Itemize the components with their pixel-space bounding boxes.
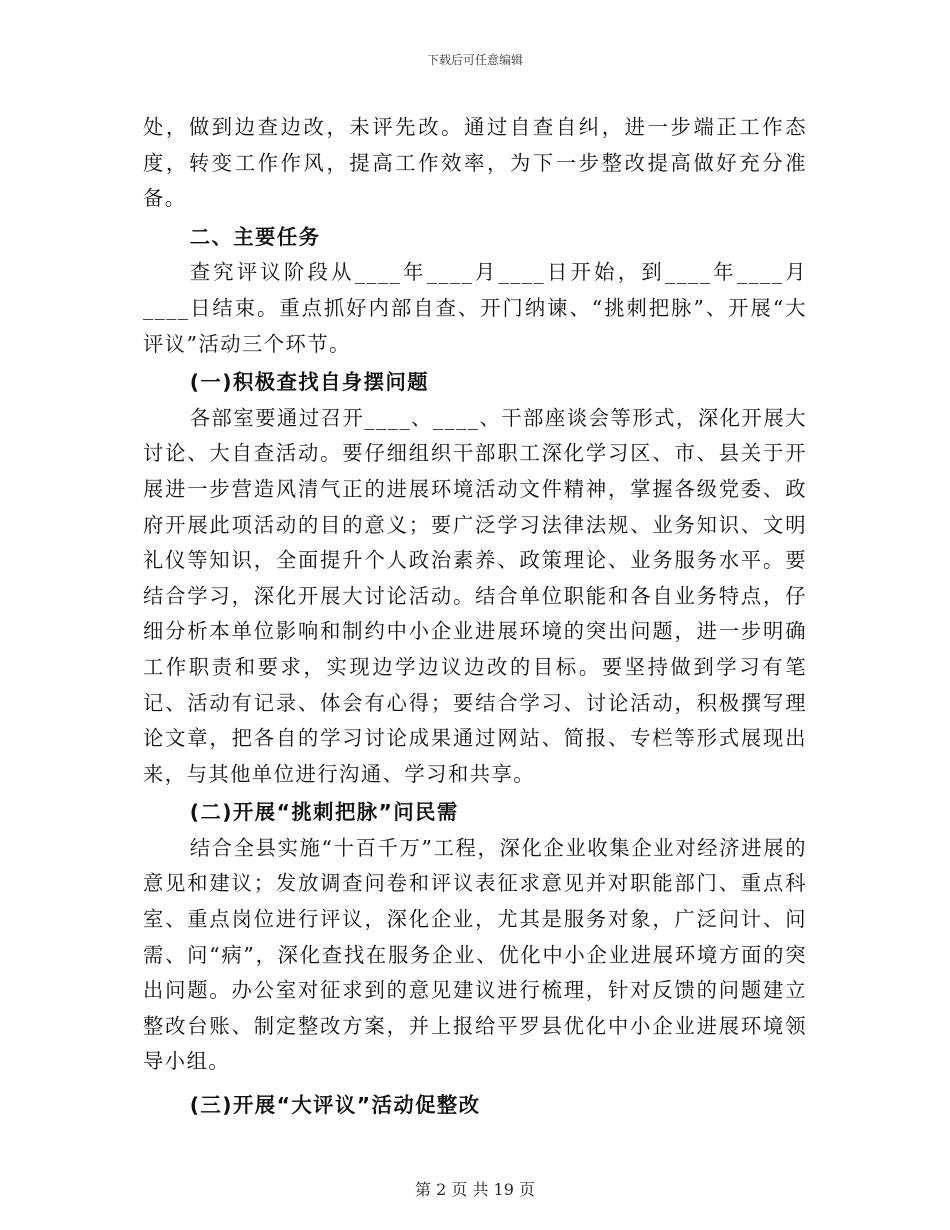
paragraph-schedule: 查究评议阶段从____年____月____日开始，到____年____月____日结束。重点抓好内部自查、开门纳谏、“挑刺把脉”、开展“大评议”活动三个环节。 bbox=[143, 260, 807, 356]
subheading-self-check: (一)积极查找自身摆问题 bbox=[189, 370, 430, 395]
document-body bbox=[143, 110, 807, 1124]
subheading-pick-faults: (二)开展“挑刺把脉”问民需 bbox=[189, 800, 459, 825]
section-heading-main-tasks: 二、主要任务 bbox=[189, 224, 321, 249]
paragraph-pick-faults: 结合全县实施“十百千万”工程，深化企业收集企业对经济进展的意见和建议；发放调查问卷和评议表征求意见并对职能部门、重点科室、重点岗位进行评议，深化企业，尤其是服务对象，广泛问计、问需、问“病”，深化查找在服务企业、优化中小企业进展环境方面的突出问题。办公室对征求到的意见建议进行梳理，针对反馈的问题建立整改台账、制定整改方案，并上报给平罗县优化中小企业进展环境领导小组。 bbox=[143, 835, 807, 1074]
subheading-big-review: (三)开展“大评议”活动促整改 bbox=[189, 1093, 481, 1118]
page-header: 下载后可任意编辑 bbox=[426, 53, 523, 67]
paragraph-self-check: 各部室要通过召开____、____、干部座谈会等形式，深化开展大讨论、大自查活动。要仔细组织干部职工深化学习区、市、县关于开展进一步营造风清气正的进展环境活动文件精神，掌握各级党委、政府开展此项活动的目的意义；要广泛学习法律法规、业务知识、文明礼仪等知识，全面提升个人政治素养、政策理论、业务服务水平。要结合学习，深化开展大讨论活动。结合单位职能和各自业务特点，仔细分析本单位影响和制约中小企业进展环境的突出问题，进一步明确工作职责和要求，实现边学边议边改的目标。要坚持做到学习有笔记、活动有记录、体会有心得；要结合学习、讨论活动，积极撰写理论文章，把各自的学习讨论成果通过网站、简报、专栏等形式展现出来，与其他单位进行沟通、学习和共享。 bbox=[143, 405, 807, 786]
continuation-paragraph: 处，做到边查边改，未评先改。通过自查自纠，进一步端正工作态度，转变工作作风，提高工作效率，为下一步整改提高做好充分准备。 bbox=[143, 115, 807, 211]
page-footer: 第 2 页 共 19 页 bbox=[415, 1180, 535, 1199]
